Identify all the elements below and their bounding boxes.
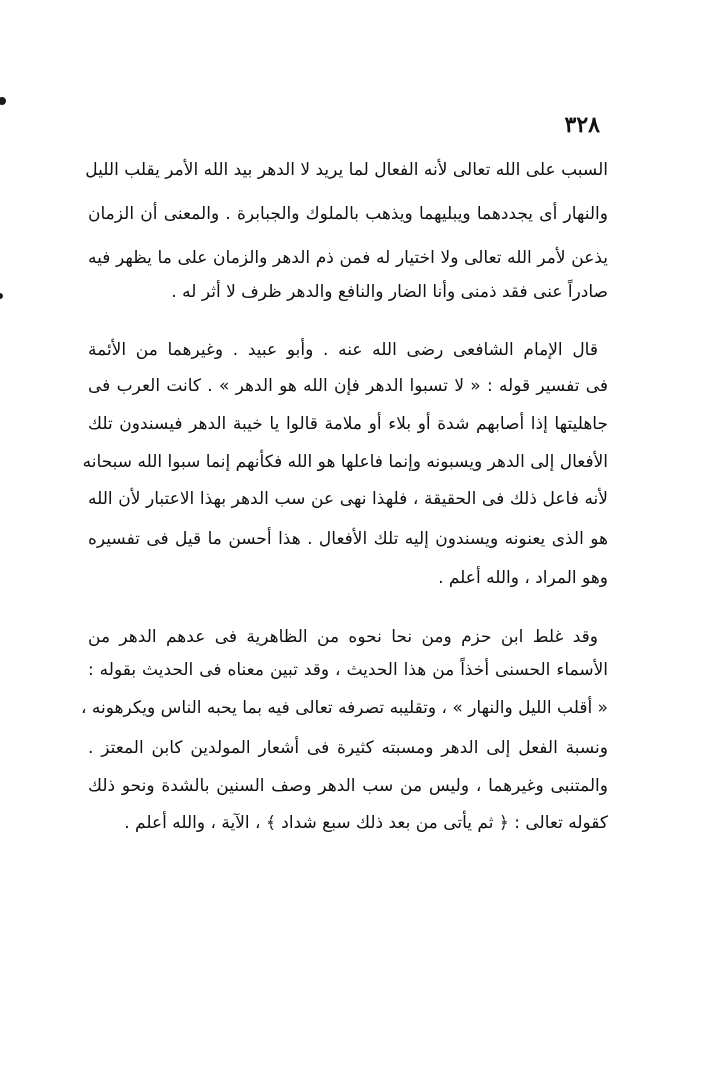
text-line: « أقلب الليل والنهار » ، وتقليبه تصرفه تعالى فيه بما يحبه الناس ويكرهونه ، [80,698,608,718]
text-line: ونسبة الفعل إلى الدهر ومسبته كثيرة فى أشعار المولدين كابن المعتز . [88,738,608,758]
text-line: كقوله تعالى : ﴿ ثم يأتى من بعد ذلك سبع شداد ﴾ ، الآية ، والله أعلم . [124,813,608,833]
text-line: الأفعال إلى الدهر ويسبونه وإنما فاعلها هو الله فكأنهم إنما سبوا الله سبحانه [82,452,608,472]
text-line: يذعن لأمر الله تعالى ولا اختيار له فمن ذم الدهر والزمان على ما يظهر فيه [88,248,608,268]
text-line: هو الذى يعنونه ويسندون إليه تلك الأفعال . هذا أحسن ما قيل فى تفسيره [88,529,608,549]
text-line: فى تفسير قوله : « لا تسبوا الدهر فإن الله هو الدهر » . كانت العرب فى [88,376,608,396]
text-line: الأسماء الحسنى أخذاً من هذا الحديث ، وقد تبين معناه فى الحديث بقوله : [88,660,608,680]
text-line: وقد غلط ابن حزم ومن نحا نحوه من الظاهرية فى عدهم الدهر من [88,627,598,647]
page-number: ٣٢٨ [564,112,600,138]
text-line: والمتنبى وغيرهما ، وليس من سب الدهر وصف السنين بالشدة ونحو ذلك [88,776,608,796]
text-line: قال الإمام الشافعى رضى الله عنه . وأبو عبيد . وغيرهما من الأئمة [88,340,598,360]
margin-mark [0,97,6,105]
text-line: وهو المراد ، والله أعلم . [438,568,608,588]
text-line: السبب على الله تعالى لأنه الفعال لما يريد لا الدهر بيد الله الأمر يقلب الليل [85,160,608,180]
text-line: جاهليتها إذا أصابهم شدة أو بلاء أو ملامة قالوا يا خيبة الدهر فيسندون تلك [88,414,608,434]
text-line: لأنه فاعل ذلك فى الحقيقة ، فلهذا نهى عن سب الدهر بهذا الاعتبار لأن الله [88,489,608,509]
margin-mark [0,293,3,299]
text-line: والنهار أى يجددهما ويبليهما ويذهب بالملوك والجبابرة . والمعنى أن الزمان [88,204,608,224]
text-line: صادراً عنى فقد ذمنى وأنا الضار والنافع والدهر ظرف لا أثر له . [171,282,608,302]
